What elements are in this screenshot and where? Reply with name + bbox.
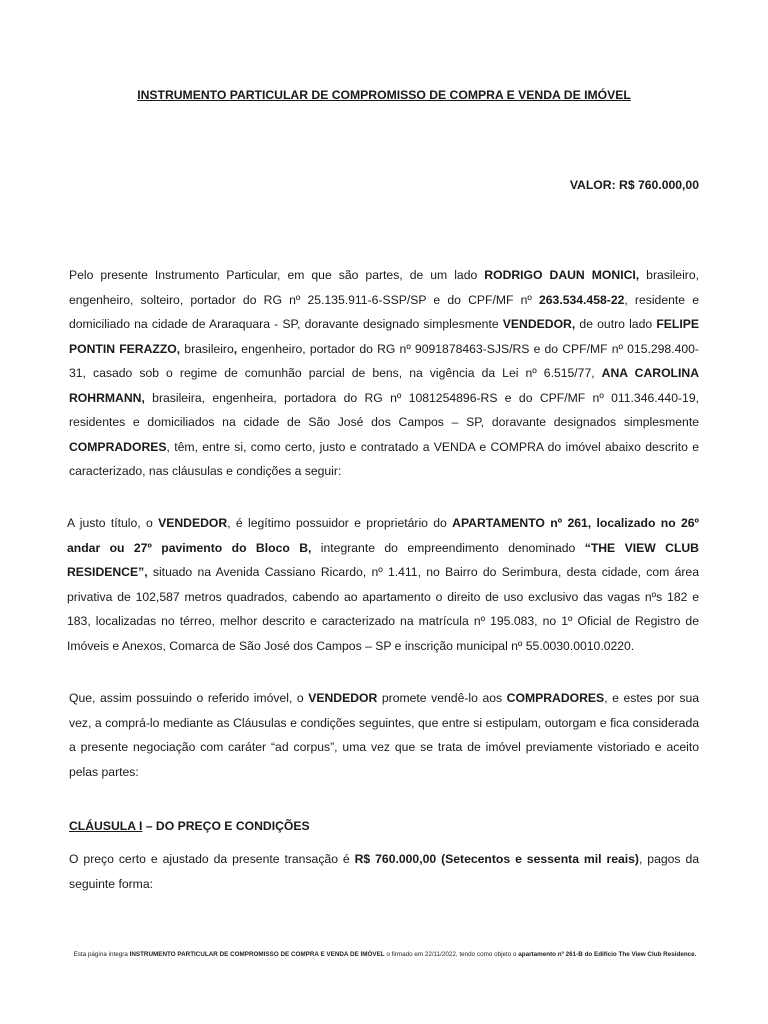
clause-number: CLÁUSULA I bbox=[69, 819, 143, 833]
text-run: Pelo presente Instrumento Particular, em que são partes, de um lado bbox=[69, 268, 485, 282]
footer-document-name: INSTRUMENTO PARTICULAR DE COMPROMISSO DE COMPRA E VENDA DE IMÓVEL bbox=[129, 951, 385, 958]
promise-paragraph bbox=[69, 686, 699, 784]
seller-label: VENDEDOR bbox=[308, 691, 378, 705]
text-run: Esta página integra bbox=[73, 951, 130, 958]
text-run: situado na Avenida Cassiano Ricardo, nº 1.411, no Bairro do Serimbura, desta cidade, com área privativa de 102,587 metros quadrados, cabendo ao apartamento o direito de uso exclusivo das vagas nºs 182 e 183, localizadas no térreo, melhor descrito e caracterizado na matrícula nº 195.083, no 1º Oficial de Registro de Imóveis e Anexos, Comarca de São José dos Campos – SP e inscrição municipal nº 55.0030.0010.0220. bbox=[67, 565, 699, 653]
text-run: promete vendê-lo aos bbox=[377, 691, 507, 705]
text-run: integrante do empreendimento denominado bbox=[311, 540, 585, 555]
document-title: INSTRUMENTO PARTICULAR DE COMPROMISSO DE COMPRA E VENDA DE IMÓVEL bbox=[137, 88, 631, 102]
contract-value: VALOR: R$ 760.000,00 bbox=[569, 178, 699, 192]
clause-title: – DO PREÇO E CONDIÇÕES bbox=[142, 819, 310, 833]
text-run: O preço certo e ajustado da presente transação é bbox=[69, 852, 355, 866]
text-run: brasileiro bbox=[180, 341, 234, 356]
development-name: “THE VIEW CLUB RESIDENCE”, bbox=[67, 540, 699, 579]
seller-label: VENDEDOR bbox=[158, 516, 228, 530]
page-footer bbox=[70, 946, 700, 963]
seller-cpf: 263.534.458-22 bbox=[538, 292, 625, 307]
text-run: , bbox=[233, 341, 238, 356]
text-run: , e estes por sua vez, a comprá-lo mediante as Cláusulas e condições seguintes, que entre si estipulam, outorgam e fica considerada a presente negociação com caráter “ad corpus”, uma vez que se trata de imóvel previamente vistoriado e aceito pelas partes: bbox=[69, 691, 699, 779]
parties-paragraph bbox=[69, 263, 699, 484]
footer-property: apartamento nº 261-B do Edifício The View Club Residence. bbox=[518, 951, 697, 958]
text-run: , pagos da seguinte forma: bbox=[69, 852, 700, 891]
price-paragraph bbox=[69, 847, 699, 896]
text-run: o firmado em 22/11/2022, tendo como objeto o bbox=[384, 951, 519, 958]
buyers-label: COMPRADORES bbox=[69, 439, 167, 454]
clause-heading bbox=[69, 819, 310, 833]
text-run: , residente e domiciliado na cidade de Araraquara - SP, doravante designado simplesmente bbox=[69, 292, 699, 331]
buyer-name-1: FELIPE PONTIN FERAZZO, bbox=[69, 317, 699, 356]
text-run: brasileiro, engenheiro, solteiro, portador do RG nº 25.135.911-6-SSP/SP e do CPF/MF nº bbox=[69, 268, 700, 307]
text-run: engenheiro, portador do RG nº 9091878463-SJS/RS e do CPF/MF nº 015.298.400-31, casado sob o regime de comunhão parcial de bens, na vigência da Lei nº 6.515/77, bbox=[69, 341, 699, 380]
property-paragraph bbox=[67, 511, 699, 658]
buyer-name-2: ANA CAROLINA ROHRMANN, bbox=[69, 366, 699, 405]
text-run: de outro lado bbox=[575, 317, 657, 331]
text-run: Que, assim possuindo o referido imóvel, o bbox=[69, 691, 309, 705]
price-amount: R$ 760.000,00 (Setecentos e sessenta mil reais) bbox=[354, 852, 639, 866]
text-run: brasileira, engenheira, portadora do RG nº 1081254896-RS e do CPF/MF nº 011.346.440-19, residentes e domiciliados na cidade de São José dos Campos – SP, doravante designados simplesmente bbox=[69, 390, 699, 429]
apartment-description: APARTAMENTO nº 261, localizado no 26º andar ou 27º pavimento do Bloco B, bbox=[67, 516, 699, 555]
seller-label: VENDEDOR, bbox=[502, 317, 576, 331]
text-run: A justo título, o bbox=[67, 516, 159, 530]
text-run: , têm, entre si, como certo, justo e contratado a VENDA e COMPRA do imóvel abaixo descrito e caracterizado, nas cláusulas e condições a seguir: bbox=[69, 439, 699, 478]
text-run: , é legítimo possuidor e proprietário do bbox=[227, 516, 453, 530]
buyers-label: COMPRADORES bbox=[506, 691, 605, 705]
seller-name: RODRIGO DAUN MONICI, bbox=[484, 268, 640, 282]
